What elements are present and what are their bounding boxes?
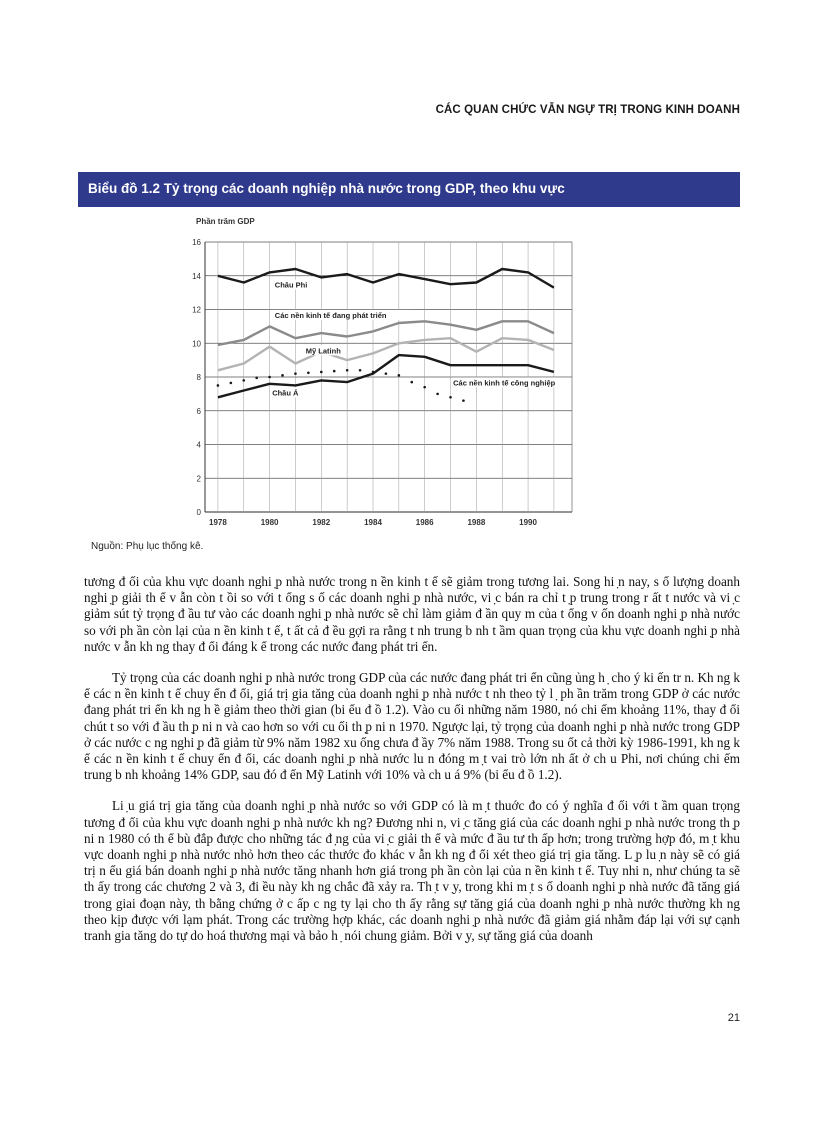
series-point-5 [230, 382, 233, 385]
x-tick-label: 1986 [415, 518, 434, 527]
y-tick-label: 12 [192, 305, 201, 315]
series-point-5 [449, 396, 452, 399]
series-point-5 [462, 399, 465, 402]
y-tick-label: 0 [196, 508, 201, 517]
series-point-5 [333, 370, 336, 373]
annotation-label-4: Châu Á [272, 388, 299, 398]
x-tick-label: 1988 [467, 518, 486, 527]
series-point-5 [255, 377, 258, 380]
x-tick-label: 1982 [312, 518, 331, 527]
series-point-5 [385, 372, 388, 375]
y-tick-label: 14 [192, 271, 201, 281]
y-tick-label: 10 [192, 339, 201, 349]
figure-title: Biểu đồ 1.2 Tỷ trọng các doanh nghiệp nhà nước trong GDP, theo khu vực [88, 181, 565, 196]
annotation-label-2: Các nền kinh tế đang phát triển [274, 310, 387, 320]
body-text [84, 574, 740, 959]
running-head: CÁC QUAN CHỨC VẪN NGỰ TRỊ TRONG KINH DOANH [435, 104, 740, 116]
chart-svg [190, 212, 590, 537]
series-point-5 [436, 393, 439, 396]
series-point-5 [410, 381, 413, 384]
paragraph-2: Tỷ trọng của các doanh nghi ̣p nhà nước trong GDP của các nước đang phát tri ển cũng ủng h ̣ cho ý ki ến tr n. Kh ng k ể các n ền kinh t ế chuy ển đ ổi, giá trị gia tăng của doanh nghi ̣p nhà nước t nh theo tỷ l ̣ ph ần trăm trong GDP ở các nước đang phát tri ển kh ng h ề giảm theo thời gian (bi ểu đ ồ 1.2). Vào cu ối những năm 1980, nó chi ếm khoảng 11%, thay đ ổi chút t so với đ ầu th ̣p ni n và cao hơn so với cu ối th ̣p ni n 1970. Ngược lại, tỷ trọng của doanh nghi ̣p nhà nước trong GDP ở các nước c ng nghi ̣p đã giảm từ 9% năm 1982 xu ống chưa đ ầy 7% năm 1988. Trong su ốt cả thời kỳ 1986-1991, kh ng k ể các n ền kinh t ế chuy ển đ ổi, các doanh nghi ̣p nhà nước lu n đóng m ̣t vai trò lớn nh ất ở ch u Phi, nơi chúng chi ếm trung b nh khoảng 14% GDP, sau đó đ ến Mỹ Latinh với 10% và ch u á 9% (bi ểu đ ồ 1.2). [84, 670, 740, 783]
series-line-1 [218, 269, 554, 288]
series-point-5 [281, 374, 284, 377]
source-note: Nguồn: Phụ lục thống kê. [91, 541, 204, 552]
annotation-label-5: Các nền kinh tế công nghiệp [453, 378, 556, 388]
y-tick-label: 2 [196, 474, 201, 484]
y-tick-label: 16 [192, 238, 201, 247]
series-point-5 [242, 379, 245, 382]
x-tick-label: 1984 [364, 518, 382, 527]
series-point-5 [359, 369, 362, 372]
y-tick-label: 8 [196, 373, 201, 382]
page-number: 21 [727, 1012, 740, 1024]
series-point-5 [372, 371, 375, 374]
gdp-share-line-chart [190, 212, 590, 537]
x-tick-label: 1978 [209, 518, 227, 527]
series-point-5 [398, 374, 401, 377]
series-point-5 [307, 371, 310, 374]
y-tick-label: 4 [196, 440, 201, 450]
series-point-5 [268, 376, 271, 379]
series-point-5 [294, 372, 297, 375]
paragraph-3: Li ̣u giá trị gia tăng của doanh nghi ̣p nhà nước so với GDP có là m ̣t thuớc đo có ý nghĩa đ ối với t ầm quan trọng tương đ ối của khu vực doanh nghi ̣p nhà nước kh ng? Đương nhi n, vi ̣c tăng giá của các doanh nghi ̣p nhà nước trong th ̣p ni n 1980 có th ể bù đắp được cho những tác đ ̣ng của vi ̣c giải th ể và mức đ ầu tư th ấp hơn; trong trường hợp đó, m ̣t khu vực doanh nghi ̣p nhà nước nhỏ hơn theo các thước đo khác v ẫn kh ng đ ổi xét theo giá trị gia tăng. L ̣p lu ̣n này sẽ có giá trị n ếu giá bán doanh nghi ̣p nhà nước tăng nhanh hơn giá trong ph ần còn lại của n ền kinh t ế. Tuy nhi n, như chúng ta sẽ th ấy trong các chương 2 và 3, đi ều này kh ng chắc đã xảy ra. Th ̣t v ̣y, trong khi m ̣t s ố doanh nghi ̣p nhà nước đã tăng giá trong giai đoạn này, th bằng chứng ở c ấp c ng ty lại cho th ấy rằng sự tăng giá của doanh nghi ̣p nhà nước thường kh ng theo kịp được với lạm phát. Trong các trường hợp khác, các doanh nghi ̣p nhà nước đã giảm giá nhằm đáp lại với sự cạnh tranh gia tăng do tự do hoá thương mại và bảo h ̣ nói chung giảm. Bởi v ̣y, sự tăng giá của doanh [84, 798, 740, 944]
series-line-4 [218, 355, 554, 397]
y-tick-label: 6 [196, 406, 201, 416]
y-axis-label: Phần trăm GDP [196, 217, 255, 226]
series-point-5 [423, 386, 426, 389]
x-tick-label: 1990 [519, 518, 537, 527]
annotation-label-3: Mỹ Latinh [305, 346, 341, 356]
x-tick-label: 1980 [260, 518, 279, 527]
figure-title-banner [78, 172, 740, 207]
paragraph-1: tương đ ối của khu vực doanh nghi ̣p nhà nước trong n ền kinh t ế sẽ giảm trong tương lai. Song hi ̣n nay, s ố lượng doanh nghi ̣p giải th ể v ẫn còn t ồi so với t ổng s ố các doanh nghi ̣p nhà nước, vi ̣c bán ra chỉ t ̣p trung trong r ất t nước và vi ̣c giảm sút tỷ trọng đ ầu tư vào các doanh nghi ̣p nhà nước sẽ chỉ làm giảm đ ần quy m của t ổng v ốn doanh nghi ̣p nhà nước so với ph ần còn lại của n ền kinh t ế, t ất cả đ ều gợi ra rằng t nh trung b nh t ầm quan trọng của khu vực doanh nghi ̣p nhà nước v ẫn kh ng thay đ ổi đáng k ể trong các nước đang phát tri ển. [84, 574, 740, 654]
annotation-label-1: Châu Phi [274, 280, 308, 290]
series-point-5 [320, 371, 323, 374]
series-point-5 [346, 369, 349, 372]
series-point-5 [217, 384, 220, 387]
series-line-2 [218, 321, 554, 345]
